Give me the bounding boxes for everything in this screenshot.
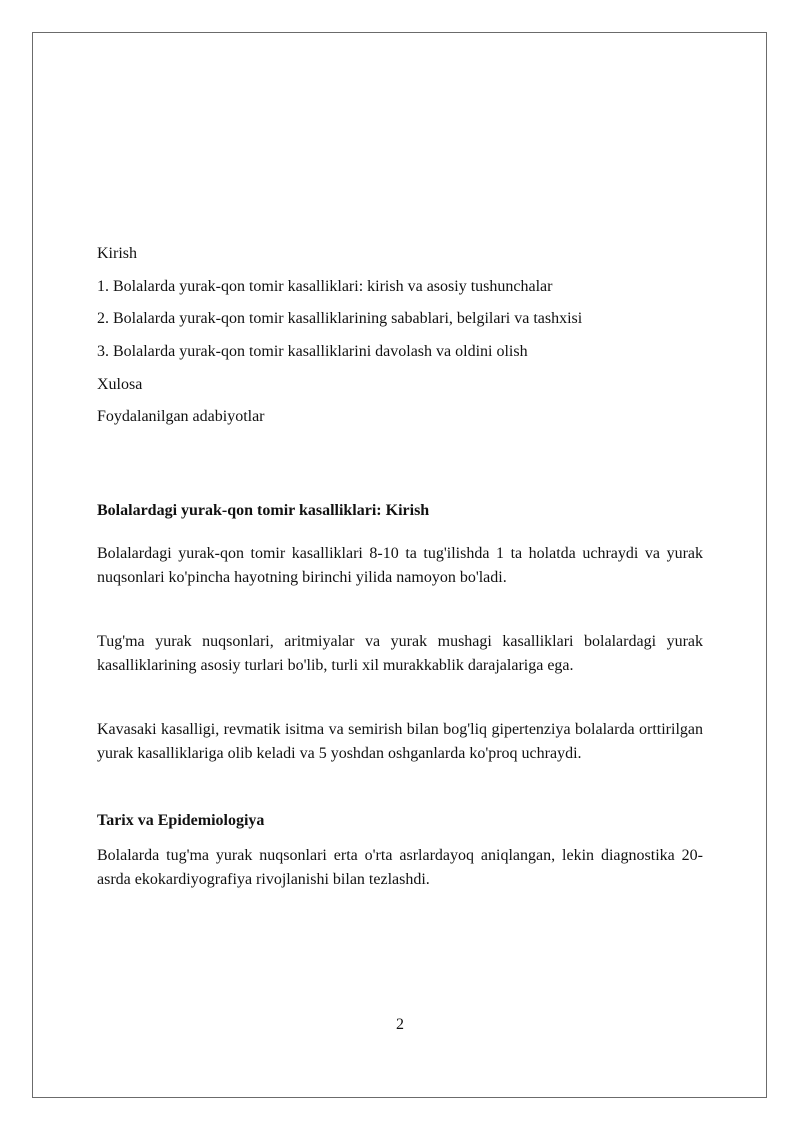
paragraph-intro-2: Tug'ma yurak nuqsonlari, aritmiyalar va yurak mushagi kasalliklari bolalardagi yurak kasalliklarining asosiy turlari bo'lib, turli xil murakkablik darajalariga ega.: [97, 633, 703, 674]
page-number: 2: [396, 1016, 404, 1033]
toc-item-2: 2. Bolalarda yurak-qon tomir kasalliklarining sabablari, belgilari va tashxisi: [97, 310, 583, 328]
table-of-contents: [97, 240, 703, 436]
paragraph-intro-3: Kavasaki kasalligi, revmatik isitma va semirish bilan bog'liq gipertenziya bolalarda orttirilgan yurak kasalliklariga olib keladi va 5 yoshdan oshganlarda ko'proq uchraydi.: [97, 721, 703, 762]
toc-item-intro: Kirish: [97, 245, 137, 262]
toc-item-3: 3. Bolalarda yurak-qon tomir kasalliklarini davolash va oldini olish: [97, 343, 528, 361]
toc-item-conclusion: Xulosa: [97, 375, 143, 393]
document-body: [97, 496, 703, 892]
toc-item-references: Foydalanilgan adabiyotlar: [97, 408, 265, 426]
paragraph-history-1: Bolalarda tug'ma yurak nuqsonlari erta o'rta asrlardayoq aniqlangan, lekin diagnostika 20-asrda ekokardiyografiya rivojlanishi bilan tezlashdi.: [97, 847, 703, 888]
toc-item-1: 1. Bolalarda yurak-qon tomir kasalliklari: kirish va asosiy tushunchalar: [97, 277, 553, 295]
section-heading-intro: Bolalardagi yurak-qon tomir kasalliklari: Kirish: [97, 502, 430, 519]
paragraph-intro-1: Bolalardagi yurak-qon tomir kasalliklari 8-10 ta tug'ilishda 1 ta holatda uchraydi va yurak nuqsonlari ko'pincha hayotning birinchi yilida namoyon bo'ladi.: [97, 545, 703, 586]
section-heading-history: Tarix va Epidemiologiya: [97, 812, 265, 829]
